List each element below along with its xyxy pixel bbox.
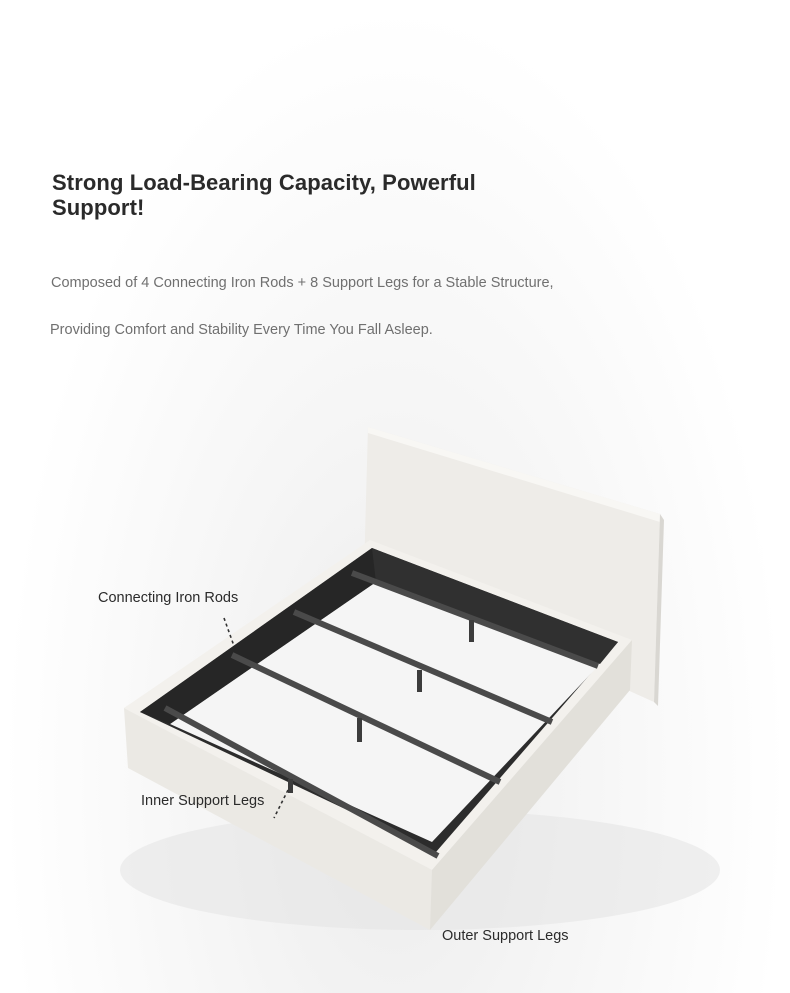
description-line-2: Providing Comfort and Stability Every Time You Fall Asleep. (50, 322, 433, 338)
bed-frame-illustration (0, 400, 790, 993)
page-headline: Strong Load-Bearing Capacity, Powerful Support! (52, 170, 476, 220)
inner-leg-2 (417, 670, 422, 692)
callout-connecting-iron-rods: Connecting Iron Rods (98, 590, 239, 606)
inner-leg-4 (288, 779, 293, 793)
callout-inner-support-legs: Inner Support Legs (141, 793, 265, 809)
inner-leg-3 (357, 718, 362, 742)
inner-leg-1 (469, 620, 474, 642)
callout-outer-support-legs: Outer Support Legs (442, 928, 569, 944)
description-line-1: Composed of 4 Connecting Iron Rods + 8 Support Legs for a Stable Structure, (51, 275, 554, 291)
